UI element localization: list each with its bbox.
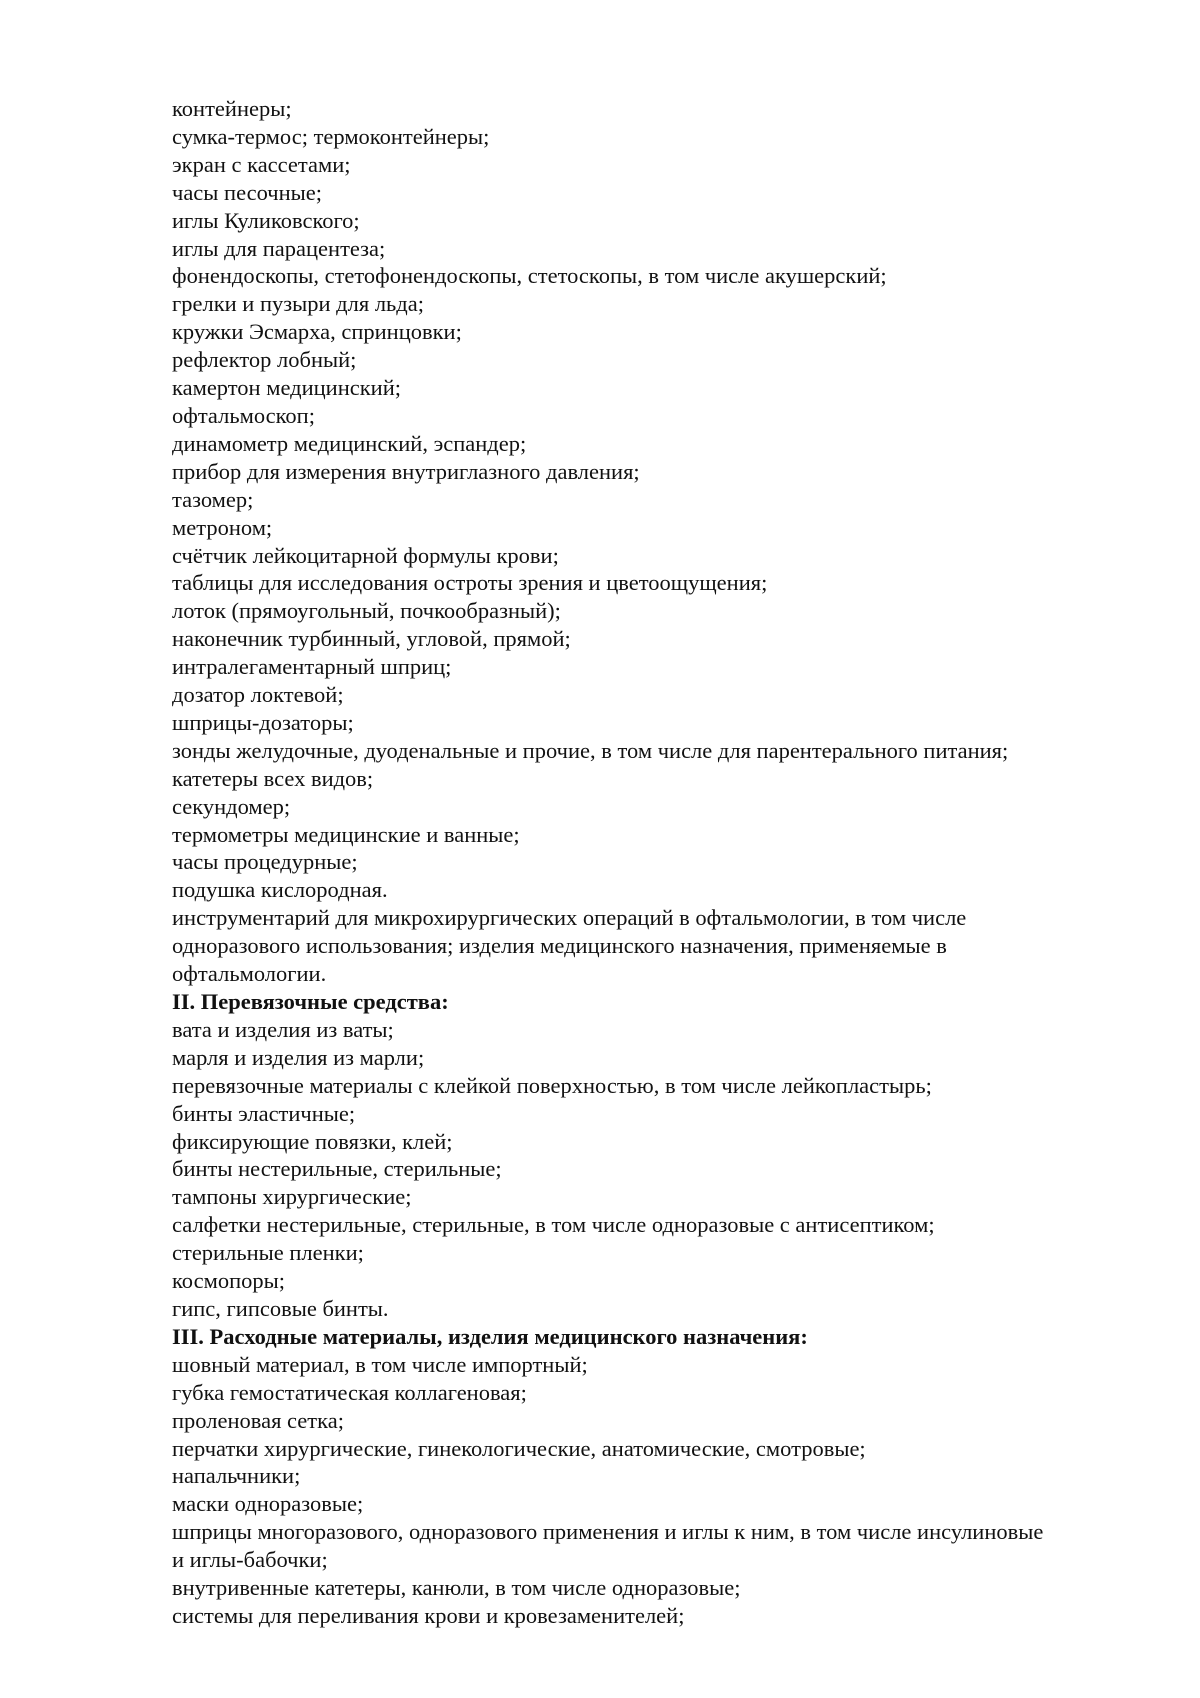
list-item: иглы Куликовского; <box>172 207 360 233</box>
equipment-list <box>172 95 1132 988</box>
list-item: термометры медицинские и ванные; <box>172 821 520 847</box>
list-item: лоток (прямоугольный, почкообразный); <box>172 598 561 624</box>
list-item: динамометр медицинский, эспандер; <box>172 430 527 456</box>
list-item: секундомер; <box>172 793 291 819</box>
list-item: наконечник турбинный, угловой, прямой; <box>172 626 571 652</box>
list-item: шприцы многоразового, одноразового применения и иглы к ним, в том числе инсулиновые <box>172 1519 1044 1545</box>
consumables-list <box>172 1351 1132 1630</box>
list-item: метроном; <box>172 514 273 540</box>
list-item: инструментарий для микрохирургических операций в офтальмологии, в том числе <box>172 905 967 931</box>
section-heading-consumables: III. Расходные материалы, изделия медицинского назначения: <box>172 1323 808 1349</box>
list-item: таблицы для исследования остроты зрения и цветоощущения; <box>172 570 768 596</box>
list-item: тазомер; <box>172 486 254 512</box>
list-item: шовный материал, в том числе импортный; <box>172 1351 588 1377</box>
list-item: сумка-термос; термоконтейнеры; <box>172 123 490 149</box>
document-page <box>172 95 1132 1630</box>
list-item: кружки Эсмарха, спринцовки; <box>172 319 462 345</box>
list-item: перевязочные материалы с клейкой поверхностью, в том числе лейкопластырь; <box>172 1072 932 1098</box>
list-item: зонды желудочные, дуоденальные и прочие, в том числе для парентерального питания; <box>172 737 1009 763</box>
list-item: салфетки нестерильные, стерильные, в том числе одноразовые с антисептиком; <box>172 1212 935 1238</box>
list-item: офтальмологии. <box>172 961 327 987</box>
list-item: экран с кассетами; <box>172 151 351 177</box>
list-item: гипс, гипсовые бинты. <box>172 1295 389 1321</box>
list-item: иглы для парацентеза; <box>172 235 386 261</box>
list-item: губка гемостатическая коллагеновая; <box>172 1379 527 1405</box>
list-item: напальчники; <box>172 1463 301 1489</box>
list-item: стерильные пленки; <box>172 1240 364 1266</box>
list-item: контейнеры; <box>172 96 292 121</box>
list-item: счётчик лейкоцитарной формулы крови; <box>172 542 559 568</box>
list-item: тампоны хирургические; <box>172 1184 412 1210</box>
list-item: фиксирующие повязки, клей; <box>172 1128 453 1154</box>
list-item: рефлектор лобный; <box>172 347 357 373</box>
dressings-list <box>172 1016 1132 1323</box>
section-heading-dressings: II. Перевязочные средства: <box>172 989 449 1014</box>
list-item: офтальмоскоп; <box>172 402 315 428</box>
list-item: бинты эластичные; <box>172 1100 356 1126</box>
list-item: перчатки хирургические, гинекологические, анатомические, смотровые; <box>172 1435 866 1461</box>
list-item: шприцы-дозаторы; <box>172 709 354 735</box>
list-item: часы песочные; <box>172 179 322 205</box>
list-item: бинты нестерильные, стерильные; <box>172 1156 502 1182</box>
list-item: одноразового использования; изделия медицинского назначения, применяемые в <box>172 933 947 959</box>
list-item: марля и изделия из марли; <box>172 1044 425 1070</box>
list-item: интралегаментарный шприц; <box>172 654 452 680</box>
list-item: маски одноразовые; <box>172 1491 364 1517</box>
list-item: космопоры; <box>172 1268 285 1294</box>
list-item: камертон медицинский; <box>172 375 401 401</box>
list-item: прибор для измерения внутриглазного давления; <box>172 458 640 484</box>
list-item: подушка кислородная. <box>172 877 388 903</box>
list-item: внутривенные катетеры, канюли, в том числе одноразовые; <box>172 1575 741 1601</box>
list-item: грелки и пузыри для льда; <box>172 291 424 317</box>
list-item: проленовая сетка; <box>172 1407 344 1433</box>
list-item: вата и изделия из ваты; <box>172 1016 394 1042</box>
list-item: часы процедурные; <box>172 849 358 875</box>
list-item: системы для переливания крови и кровезаменителей; <box>172 1602 685 1628</box>
list-item: дозатор локтевой; <box>172 682 344 708</box>
list-item: катетеры всех видов; <box>172 765 374 791</box>
list-item: фонендоскопы, стетофонендоскопы, стетоскопы, в том числе акушерский; <box>172 263 887 289</box>
list-item: и иглы-бабочки; <box>172 1547 328 1573</box>
